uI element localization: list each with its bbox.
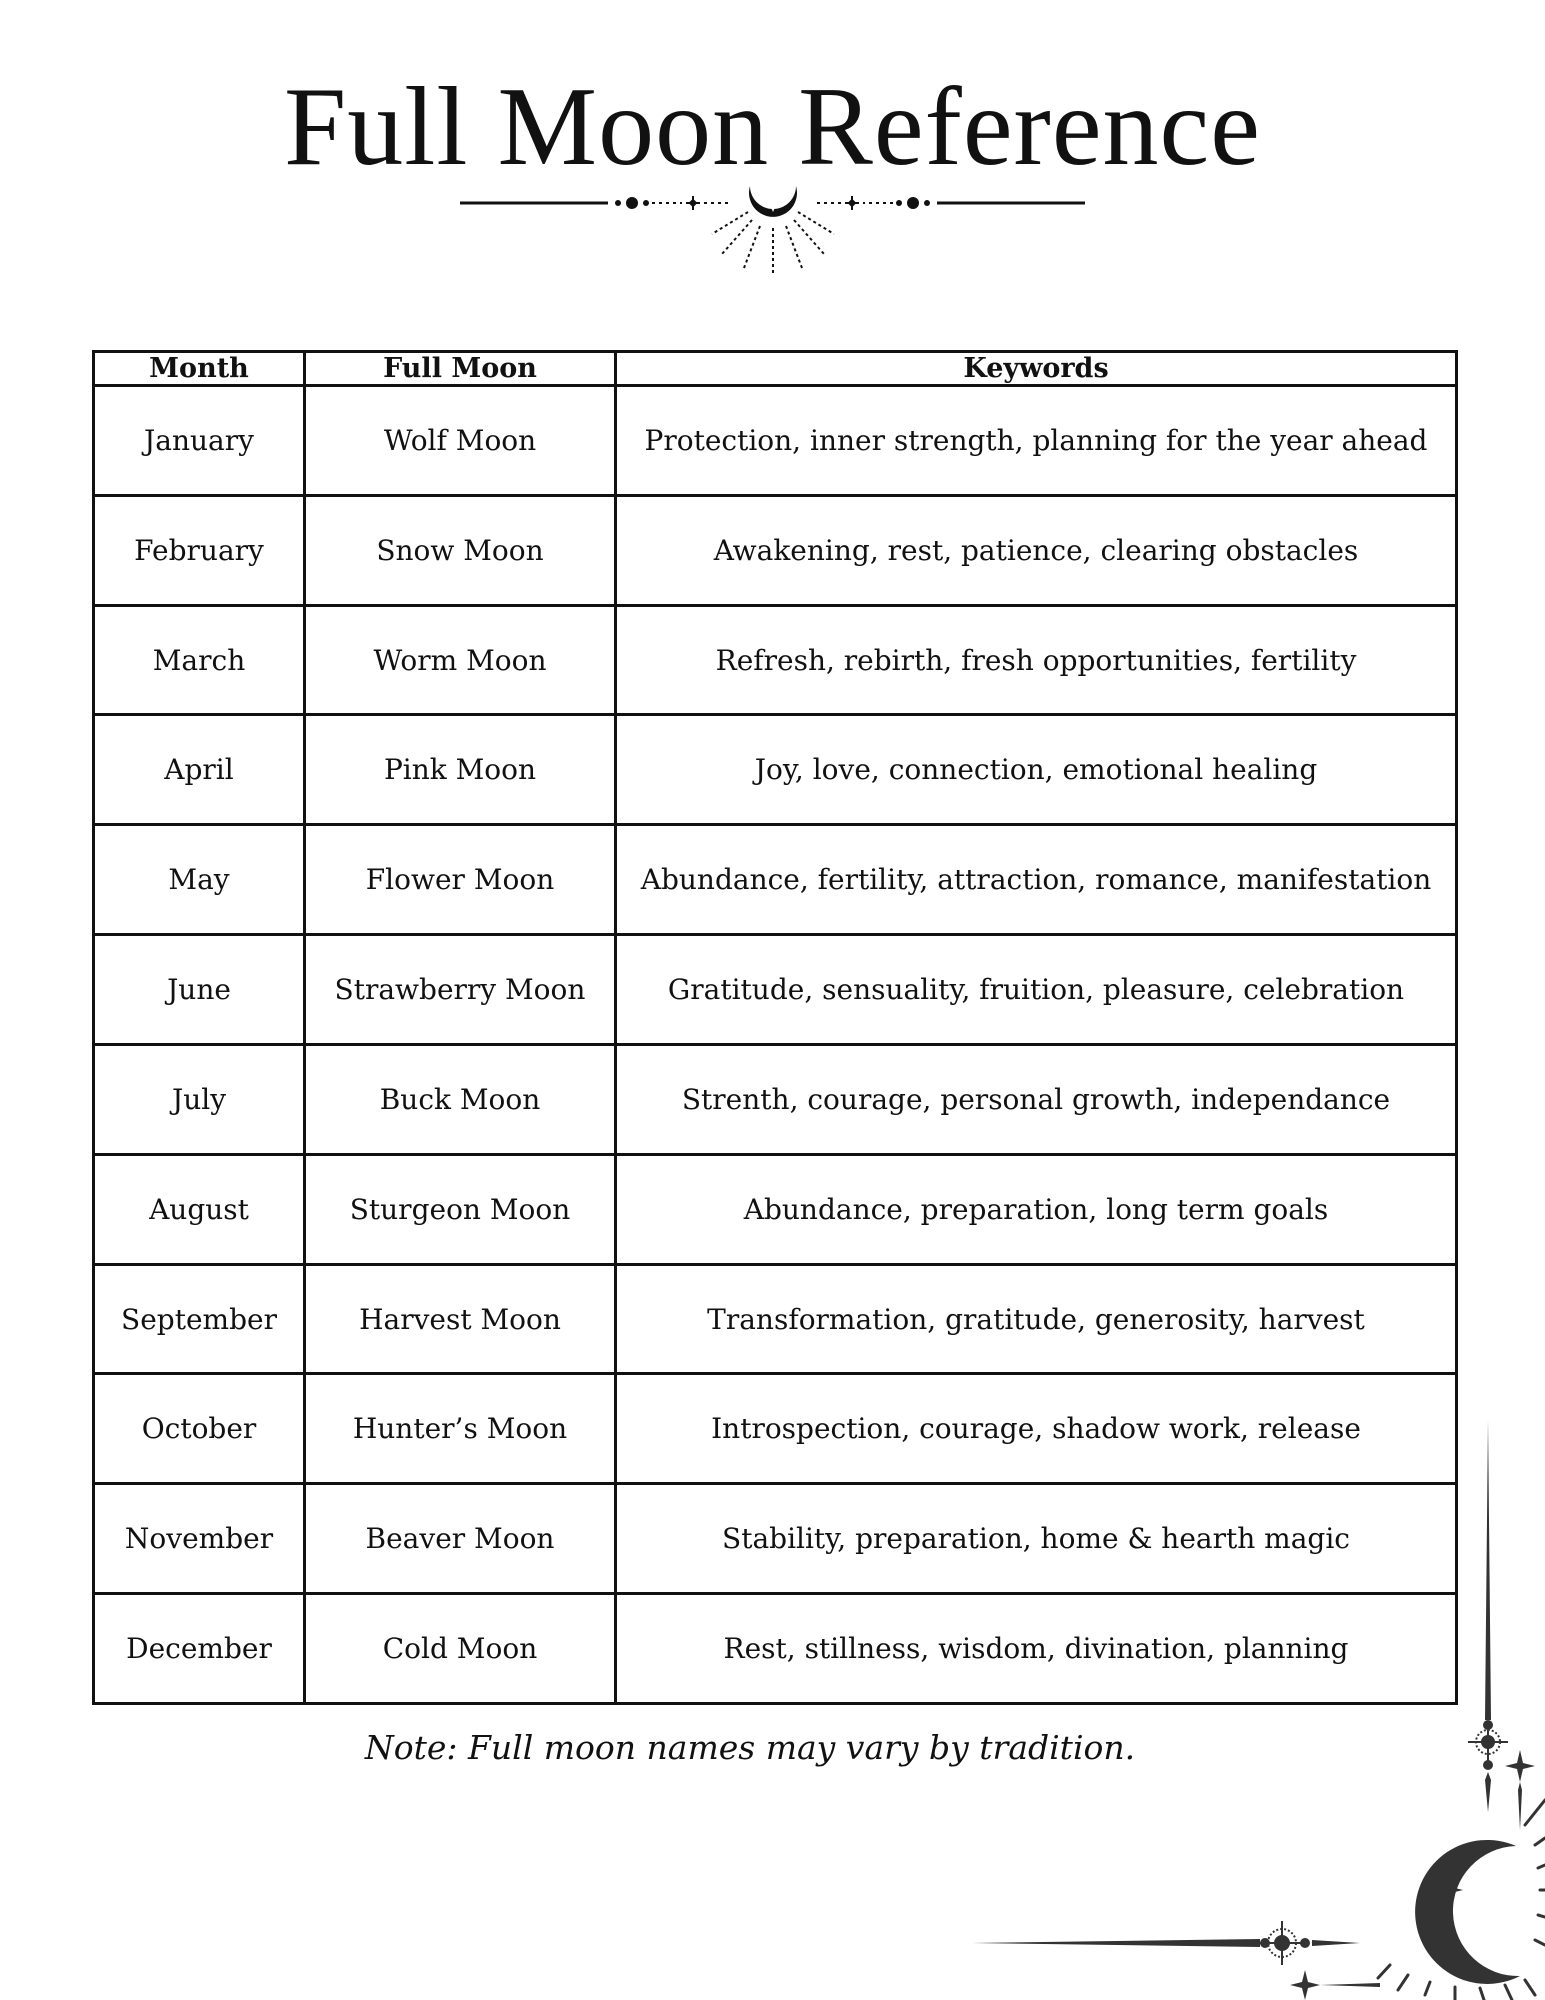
moon-name-cell: Worm Moon <box>305 605 616 715</box>
table-row <box>94 1264 1457 1374</box>
header-month: Month <box>94 352 305 386</box>
moon-name-cell: Strawberry Moon <box>305 935 616 1045</box>
moon-name-cell: Cold Moon <box>305 1594 616 1704</box>
month-cell: December <box>94 1594 305 1704</box>
month-cell: June <box>94 935 305 1045</box>
table-header-row <box>94 352 1457 386</box>
keywords-cell: Transformation, gratitude, generosity, harvest <box>616 1264 1457 1374</box>
moon-name-cell: Pink Moon <box>305 715 616 825</box>
tradition-note: Note: Full moon names may vary by tradition. <box>364 1728 1136 1767</box>
month-cell: July <box>94 1044 305 1154</box>
keywords-cell: Strenth, courage, personal growth, independance <box>616 1044 1457 1154</box>
keywords-cell: Joy, love, connection, emotional healing <box>616 715 1457 825</box>
keywords-cell: Stability, preparation, home & hearth magic <box>616 1484 1457 1594</box>
header-full-moon: Full Moon <box>305 352 616 386</box>
table-row <box>94 935 1457 1045</box>
moon-name-cell: Hunter’s Moon <box>305 1374 616 1484</box>
month-cell: August <box>94 1154 305 1264</box>
moon-name-cell: Buck Moon <box>305 1044 616 1154</box>
moon-name-cell: Beaver Moon <box>305 1484 616 1594</box>
month-cell: February <box>94 495 305 605</box>
moon-name-cell: Sturgeon Moon <box>305 1154 616 1264</box>
keywords-cell: Rest, stillness, wisdom, divination, planning <box>616 1594 1457 1704</box>
month-cell: March <box>94 605 305 715</box>
header-keywords: Keywords <box>616 352 1457 386</box>
month-cell: May <box>94 825 305 935</box>
table-row <box>94 1154 1457 1264</box>
keywords-cell: Abundance, fertility, attraction, romance, manifestation <box>616 825 1457 935</box>
table-row <box>94 1044 1457 1154</box>
moon-name-cell: Flower Moon <box>305 825 616 935</box>
month-cell: January <box>94 386 305 496</box>
keywords-cell: Refresh, rebirth, fresh opportunities, fertility <box>616 605 1457 715</box>
keywords-cell: Introspection, courage, shadow work, release <box>616 1374 1457 1484</box>
keywords-cell: Abundance, preparation, long term goals <box>616 1154 1457 1264</box>
keywords-cell: Gratitude, sensuality, fruition, pleasure, celebration <box>616 935 1457 1045</box>
table-row <box>94 495 1457 605</box>
month-cell: September <box>94 1264 305 1374</box>
page-title: Full Moon Reference <box>284 65 1261 189</box>
crescent-moon-stars-icon <box>960 1420 1545 2000</box>
month-cell: November <box>94 1484 305 1594</box>
table-row <box>94 386 1457 496</box>
moon-name-cell: Wolf Moon <box>305 386 616 496</box>
month-cell: October <box>94 1374 305 1484</box>
crescent-moon-divider-icon <box>460 176 1085 278</box>
table-row <box>94 605 1457 715</box>
table-row <box>94 825 1457 935</box>
moon-name-cell: Snow Moon <box>305 495 616 605</box>
keywords-cell: Awakening, rest, patience, clearing obstacles <box>616 495 1457 605</box>
moon-name-cell: Harvest Moon <box>305 1264 616 1374</box>
keywords-cell: Protection, inner strength, planning for the year ahead <box>616 386 1457 496</box>
table-row <box>94 715 1457 825</box>
month-cell: April <box>94 715 305 825</box>
